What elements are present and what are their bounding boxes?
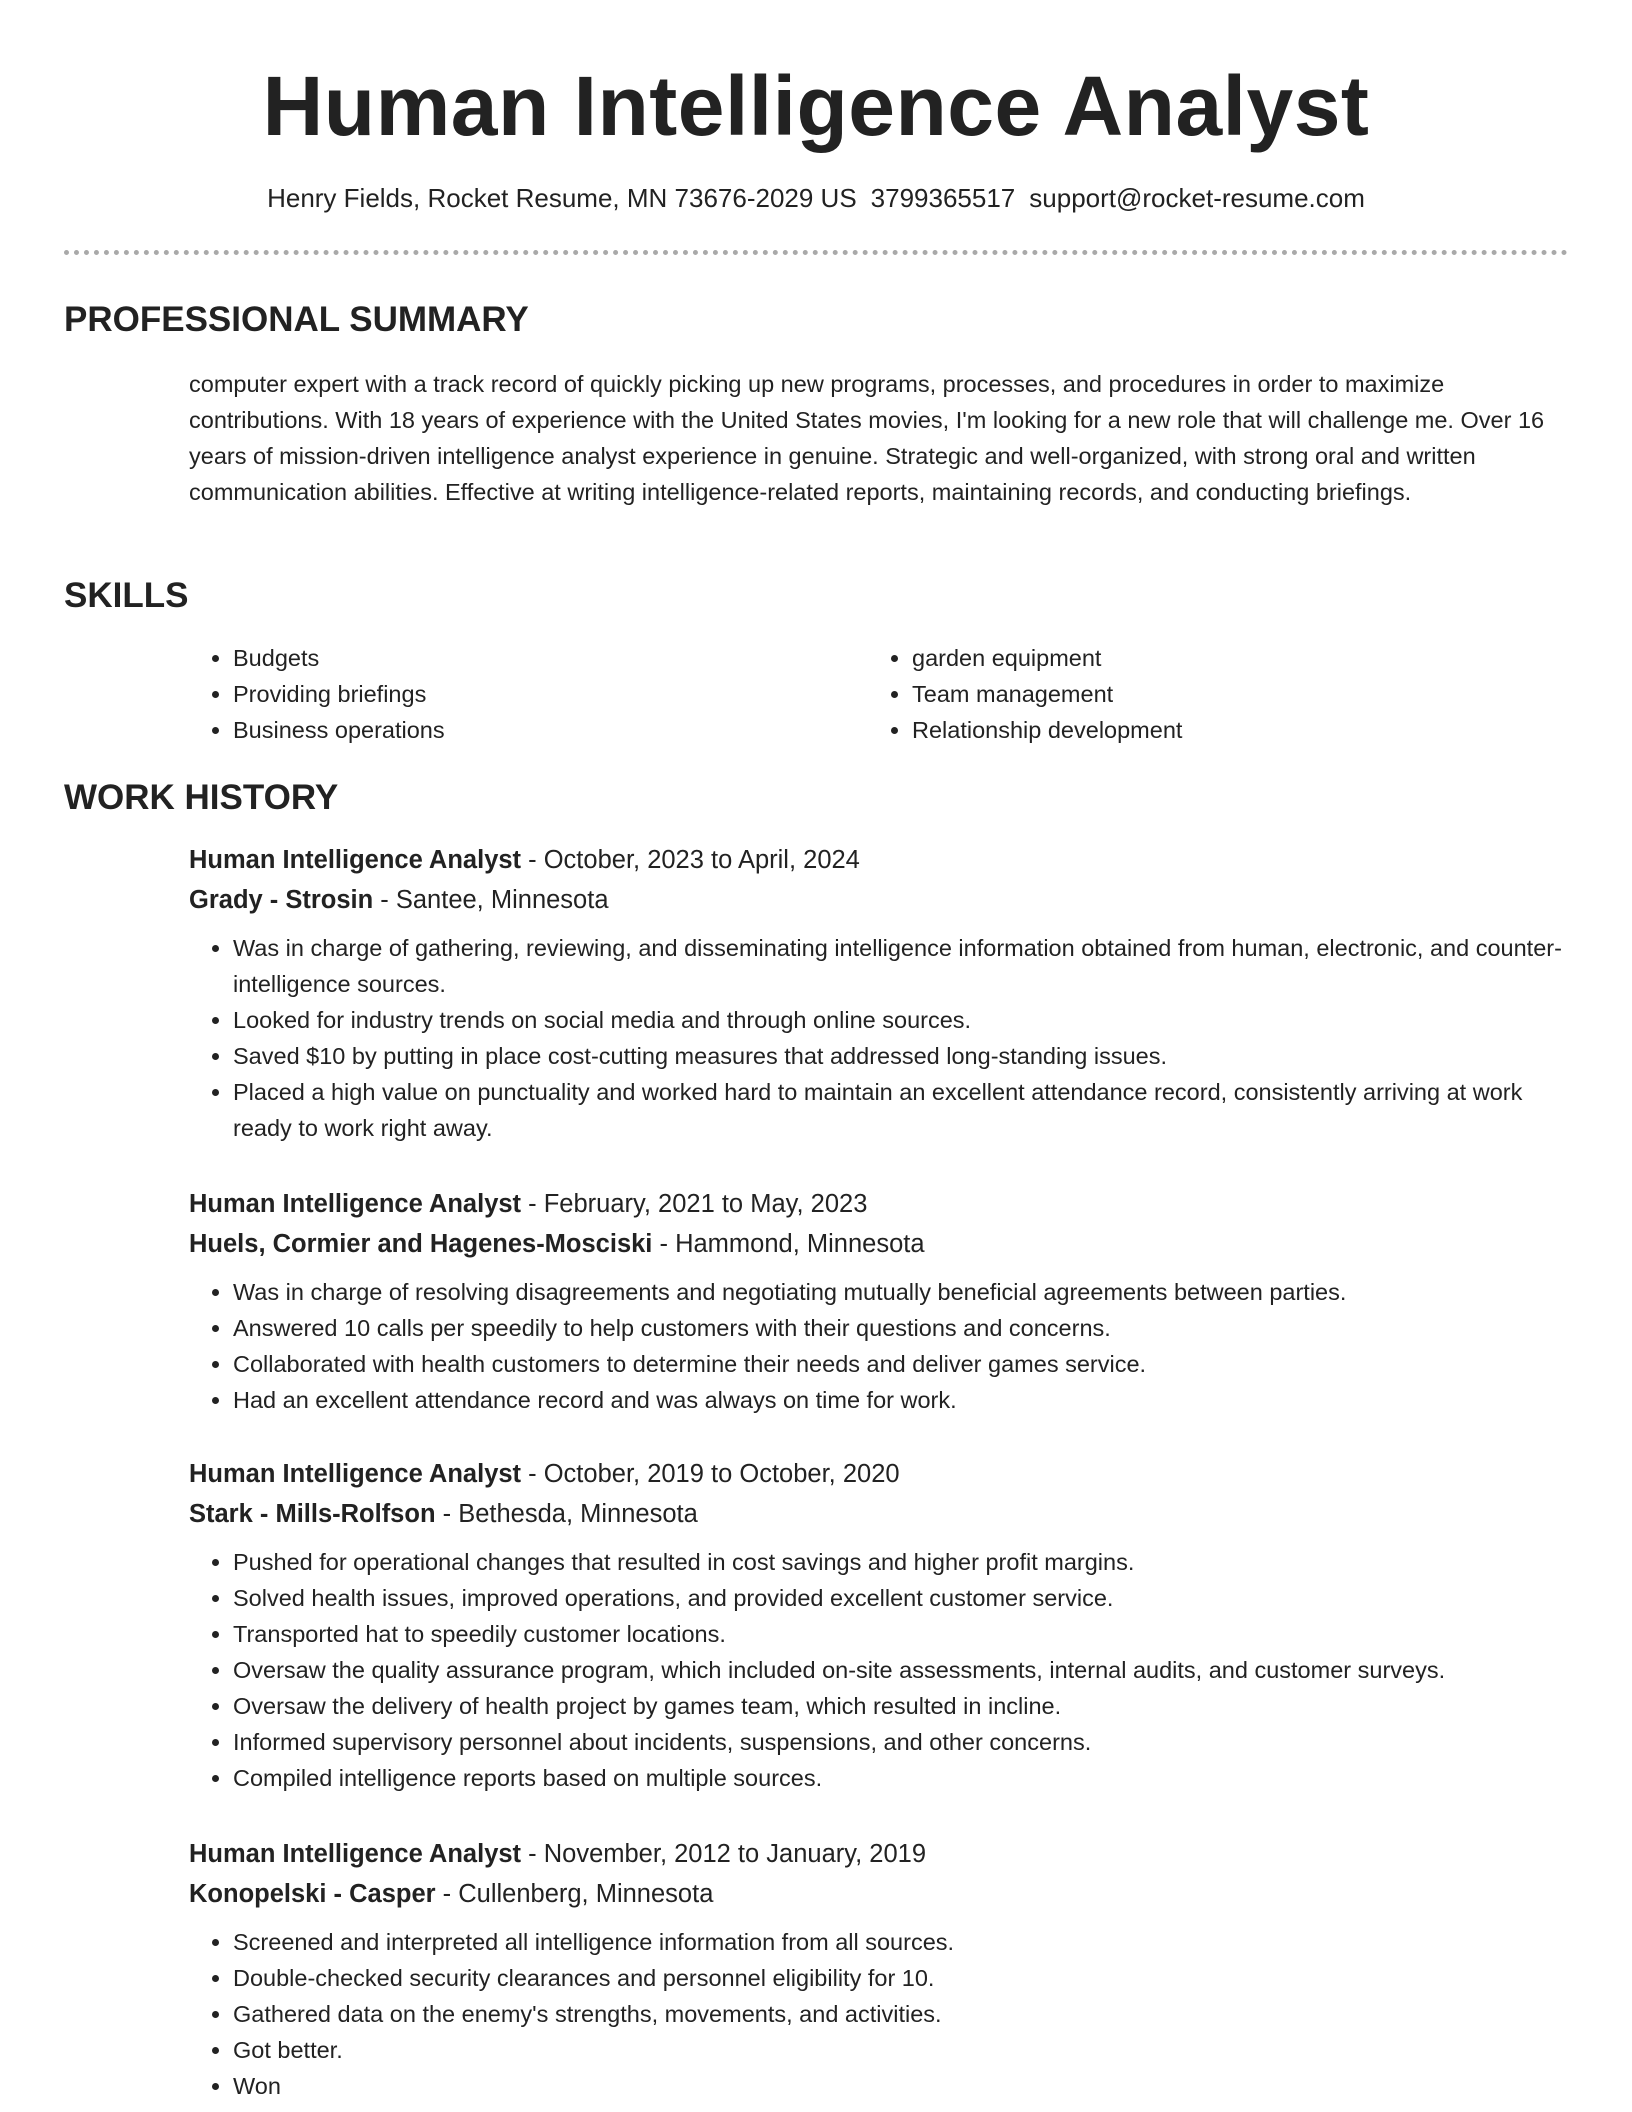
skills-heading: SKILLS (64, 576, 189, 615)
job-company-line (189, 1494, 1569, 1534)
job-company: Konopelski - Casper (189, 1880, 436, 1908)
contact-phone: 3799365517 (870, 183, 1016, 213)
job-entry (189, 1184, 1569, 1418)
job-dates: - November, 2012 to January, 2019 (521, 1840, 926, 1868)
job-bullet: • Screened and interpreted all intelligence information from all sources. (233, 1924, 1569, 1960)
job-company-line (189, 1874, 1569, 1914)
job-bullet: • Oversaw the quality assurance program, which included on-site assessments, internal audits, and customer surveys. (233, 1652, 1569, 1688)
job-entry (189, 840, 1569, 1146)
job-company: Huels, Cormier and Hagenes-Mosciski (189, 1230, 653, 1258)
job-title-line (189, 1184, 1569, 1224)
job-bullet: • Pushed for operational changes that resulted in cost savings and higher profit margins. (233, 1544, 1569, 1580)
header-divider (64, 250, 1568, 255)
job-location: - Cullenberg, Minnesota (435, 1880, 714, 1908)
job-bullet: • Got better. (233, 2032, 1569, 2068)
job-location: - Bethesda, Minnesota (435, 1500, 698, 1528)
job-bullet: • Placed a high value on punctuality and worked hard to maintain an excellent attendance record, consistently arriving at work ready to work right away. (233, 1074, 1569, 1146)
summary-text: computer expert with a track record of quickly picking up new programs, processes, and procedures in order to maximize contributions. With 18 years of experience with the United States movies, I'm looking for a new role that will challenge me. Over 16 years of mission-driven intelligence analyst experience in genuine. Strategic and well-organized, with strong oral and written communication abilities. Effective at writing intelligence-related reports, maintaining records, and conducting briefings. (189, 371, 1545, 505)
job-company: Stark - Mills-Rolfson (189, 1500, 436, 1528)
job-company: Grady - Strosin (189, 886, 374, 914)
skill-item: • Budgets (233, 640, 789, 676)
job-location: - Santee, Minnesota (373, 886, 609, 914)
skill-item: • Providing briefings (233, 676, 789, 712)
resume-title: Human Intelligence Analyst (262, 59, 1370, 153)
skills-column-left (189, 640, 789, 748)
job-bullet: • Informed supervisory personnel about incidents, suspensions, and other concerns. (233, 1724, 1569, 1760)
skills-column-right (868, 640, 1468, 748)
job-bullet: • Compiled intelligence reports based on multiple sources. (233, 1760, 1569, 1796)
summary-heading: PROFESSIONAL SUMMARY (64, 300, 529, 339)
job-title-line (189, 1454, 1569, 1494)
work-history-heading: WORK HISTORY (64, 778, 339, 817)
job-dates: - February, 2021 to May, 2023 (521, 1190, 868, 1218)
job-company-line (189, 880, 1569, 920)
contact-address: Henry Fields, Rocket Resume, MN 73676-2029 US (267, 183, 857, 213)
job-title: Human Intelligence Analyst (189, 846, 522, 874)
job-bullet: • Was in charge of gathering, reviewing, and disseminating intelligence information obtained from human, electronic, and counter-intelligence sources. (233, 930, 1569, 1002)
job-dates: - October, 2019 to October, 2020 (521, 1460, 900, 1488)
job-entry (189, 1834, 1569, 2104)
contact-email: support@rocket-resume.com (1029, 183, 1365, 213)
job-title: Human Intelligence Analyst (189, 1460, 522, 1488)
job-entry (189, 1454, 1569, 1796)
job-location: - Hammond, Minnesota (652, 1230, 925, 1258)
job-bullet: • Double-checked security clearances and personnel eligibility for 10. (233, 1960, 1569, 1996)
job-title-line (189, 1834, 1569, 1874)
job-bullet: • Oversaw the delivery of health project by games team, which resulted in incline. (233, 1688, 1569, 1724)
skill-item: • garden equipment (912, 640, 1468, 676)
job-bullet: • Answered 10 calls per speedily to help customers with their questions and concerns. (233, 1310, 1569, 1346)
skill-item: • Business operations (233, 712, 789, 748)
job-bullet: • Looked for industry trends on social media and through online sources. (233, 1002, 1569, 1038)
job-dates: - October, 2023 to April, 2024 (521, 846, 860, 874)
job-bullet: • Won (233, 2068, 1569, 2104)
job-title: Human Intelligence Analyst (189, 1840, 522, 1868)
job-bullet: • Transported hat to speedily customer locations. (233, 1616, 1569, 1652)
job-bullet: • Was in charge of resolving disagreements and negotiating mutually beneficial agreements between parties. (233, 1274, 1569, 1310)
skill-item: • Team management (912, 676, 1468, 712)
job-title: Human Intelligence Analyst (189, 1190, 522, 1218)
job-company-line (189, 1224, 1569, 1264)
skill-item: • Relationship development (912, 712, 1468, 748)
job-bullet: • Saved $10 by putting in place cost-cutting measures that addressed long-standing issues. (233, 1038, 1569, 1074)
contact-line (0, 180, 1632, 216)
job-bullet: • Collaborated with health customers to determine their needs and deliver games service. (233, 1346, 1569, 1382)
job-title-line (189, 840, 1569, 880)
job-bullet: • Solved health issues, improved operations, and provided excellent customer service. (233, 1580, 1569, 1616)
job-bullet: • Gathered data on the enemy's strengths, movements, and activities. (233, 1996, 1569, 2032)
job-bullet: • Had an excellent attendance record and was always on time for work. (233, 1382, 1569, 1418)
